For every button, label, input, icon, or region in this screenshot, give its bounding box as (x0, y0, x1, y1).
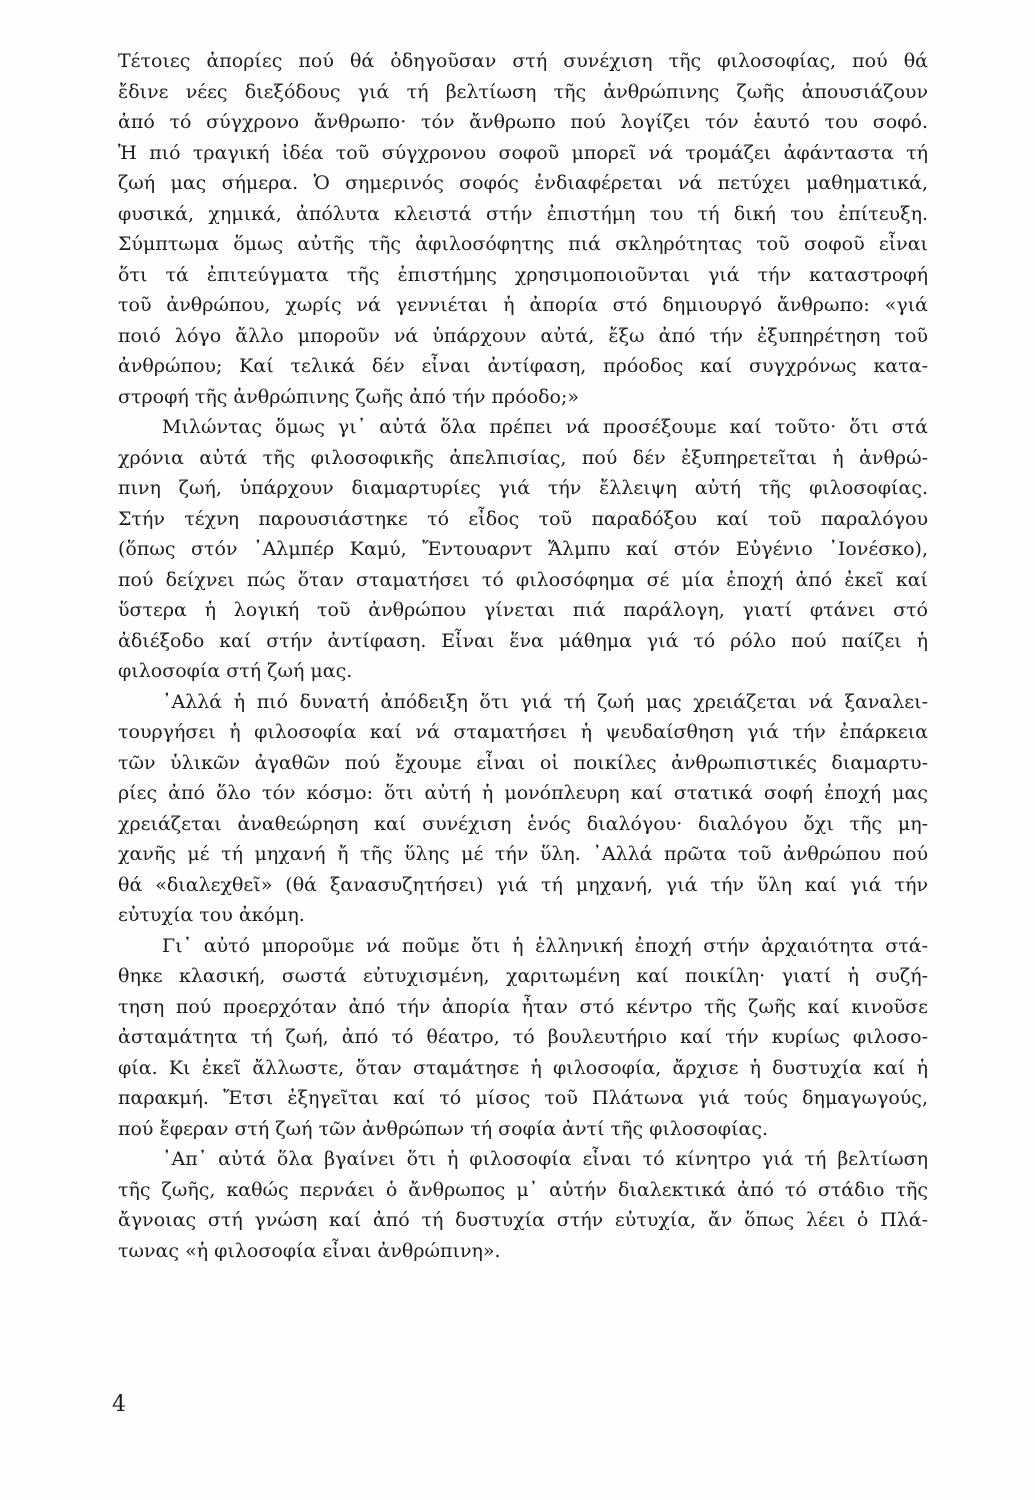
text-line: ὕστερα ἡ λογική τοῦ ἀνθρώπου γίνεται πιά παράλογη, γιατί φτάνει στό (118, 599, 928, 621)
text-line: ᾿Απ᾿ αὐτά ὅλα βγαίνει ὅτι ἡ φιλοσοφία εἶναι τό κίνητρο γιά τή βελτίωση (162, 1148, 928, 1170)
paragraph-2 (118, 412, 928, 687)
text-line: Τέτοιες ἀπορίες πού θά ὁδηγοῦσαν στή συνέχιση τῆς φιλοσοφίας, πού θά (118, 50, 928, 72)
text-line: θηκε κλασική, σωστά εὐτυχισμένη, χαριτωμένη καί ποικίλη· γιατί ἡ συζή- (118, 965, 928, 987)
text-line: ὅτι τά ἐπιτεύγματα τῆς ἐπιστήμης χρησιμοποιοῦνται γιά τήν καταστροφή (118, 263, 928, 286)
text-line: Μιλώντας ὅμως γι᾿ αὐτά ὅλα πρέπει νά προσέξουμε καί τοῦτο· ὅτι στά (162, 416, 928, 438)
text-line: χρόνια αὐτά τῆς φιλοσοφικῆς ἀπελπισίας, πού δέν ἐξυπηρετεῖται ἡ ἀνθρώ- (118, 446, 928, 469)
paragraph-4 (118, 931, 928, 1145)
text-line: ἀπό τό σύγχρονο ἄνθρωπο· τόν ἄνθρωπο πού λογίζει τόν ἑαυτό του σοφό. (118, 111, 928, 133)
text-line: ζωή μας σήμερα. Ὁ σημερινός σοφός ἐνδιαφέρεται νά πετύχει μαθηματικά, (118, 172, 928, 194)
text-line: εὐτυχία του ἀκόμη. (118, 904, 305, 926)
text-line: ἔδινε νέες διεξόδους γιά τή βελτίωση τῆς ἀνθρώπινης ζωῆς ἀπουσιάζουν (118, 80, 928, 103)
text-line: ἀδιέξοδο καί στήν ἀντίφαση. Εἶναι ἕνα μάθημα γιά τό ρόλο πού παίζει ἡ (118, 629, 928, 652)
page-number: 4 (112, 1392, 126, 1417)
text-line: Ἡ πιό τραγική ἰδέα τοῦ σύγχρονου σοφοῦ μπορεῖ νά τρομάζει ἀφάνταστα τή (118, 141, 928, 164)
body-text (118, 46, 928, 1266)
text-line: φιλοσοφία στή ζωή μας. (118, 660, 353, 682)
text-line: τοῦ ἀνθρώπου, χωρίς νά γεννιέται ἡ ἀπορία στό δημιουργό ἄνθρωπο: «γιά (118, 294, 928, 316)
paragraph-3 (118, 687, 928, 931)
text-line: φία. Κι ἐκεῖ ἄλλωστε, ὅταν σταμάτησε ἡ φιλοσοφία, ἄρχισε ἡ δυστυχία καί ἡ (118, 1056, 928, 1079)
text-line: τουργήσει ἡ φιλοσοφία καί νά σταματήσει ἡ ψευδαίσθηση γιά τήν ἐπάρκεια (118, 721, 928, 743)
text-line: ρίες ἀπό ὅλο τόν κόσμο: ὅτι αὐτή ἡ μονόπλευρη καί στατικά σοφή ἐποχή μας (118, 782, 928, 804)
text-line: ἀνθρώπου; Καί τελικά δέν εἶναι ἀντίφαση, πρόοδος καί συγχρόνως κατα- (118, 355, 928, 377)
text-line: ἄγνοιας στή γνώση καί ἀπό τή δυστυχία στήν εὐτυχία, ἄν ὅπως λέει ὁ Πλά- (118, 1209, 928, 1231)
text-line: στροφή τῆς ἀνθρώπινης ζωῆς ἀπό τήν πρόοδο;» (118, 385, 580, 408)
text-line: Στήν τέχνη παρουσιάστηκε τό εἶδος τοῦ παραδόξου καί τοῦ παραλόγου (118, 507, 928, 530)
text-line: φυσικά, χημικά, ἀπόλυτα κλειστά στήν ἐπιστήμη του τή δική του ἐπίτευξη. (118, 202, 928, 225)
text-line: πού ἔφεραν στή ζωή τῶν ἀνθρώπων τή σοφία ἀντί τῆς φιλοσοφίας. (118, 1117, 769, 1140)
paragraph-1 (118, 46, 928, 412)
text-line: τηση πού προερχόταν ἀπό τήν ἀπορία ἦταν στό κέντρο τῆς ζωῆς καί κινοῦσε (118, 995, 928, 1018)
text-line: παρακμή. Ἔτσι ἐξηγεῖται καί τό μίσος τοῦ Πλάτωνα γιά τούς δημαγωγούς, (118, 1087, 928, 1109)
text-line: (ὅπως στόν ᾿Αλμπέρ Καμύ, Ἔντουαρντ Ἄλμπυ καί στόν Εὐγένιο ᾿Ιονέσκο), (118, 538, 928, 560)
text-line: χανῆς μέ τή μηχανή ἤ τῆς ὕλης μέ τήν ὕλη. ᾿Αλλά πρῶτα τοῦ ἀνθρώπου πού (118, 843, 928, 865)
text-line: τωνας «ἡ φιλοσοφία εἶναι ἀνθρώπινη». (118, 1239, 501, 1262)
text-line: χρειάζεται ἀναθεώρηση καί συνέχιση ἑνός διαλόγου· διαλόγου ὄχι τῆς μη- (118, 812, 928, 835)
text-line: θά «διαλεχθεῖ» (θά ξανασυζητήσει) γιά τή μηχανή, γιά τήν ὕλη καί γιά τήν (118, 873, 928, 896)
text-line: πού δείχνει πώς ὅταν σταματήσει τό φιλοσόφημα σέ μία ἐποχή ἀπό ἐκεῖ καί (118, 568, 928, 591)
text-line: τῶν ὑλικῶν ἀγαθῶν πού ἔχουμε εἶναι οἱ ποικίλες ἀνθρωπιστικές διαμαρτυ- (118, 751, 928, 774)
text-line: Γι᾿ αὐτό μποροῦμε νά ποῦμε ὅτι ἡ ἑλληνική ἐποχή στήν ἀρχαιότητα στά- (162, 934, 928, 957)
paragraph-5 (118, 1144, 928, 1266)
text-line: ποιό λόγο ἄλλο μποροῦν νά ὑπάρχουν αὐτά, ἔξω ἀπό τήν ἐξυπηρέτηση τοῦ (118, 324, 928, 347)
text-line: Σύμπτωμα ὅμως αὐτῆς τῆς ἀφιλοσόφητης πιά σκληρότητας τοῦ σοφοῦ εἶναι (118, 233, 928, 255)
text-line: ἀσταμάτητα τή ζωή, ἀπό τό θέατρο, τό βουλευτήριο καί τήν κυρίως φιλοσο- (118, 1026, 928, 1048)
text-line: πινη ζωή, ὑπάρχουν διαμαρτυρίες γιά τήν ἔλλειψη αὐτή τῆς φιλοσοφίας. (118, 477, 928, 499)
text-line: τῆς ζωῆς, καθώς περνάει ὁ ἄνθρωπος μ᾿ αὐτήν διαλεκτικά ἀπό τό στάδιο τῆς (118, 1178, 928, 1201)
text-line: ᾿Αλλά ἡ πιό δυνατή ἀπόδειξη ὅτι γιά τή ζωή μας χρειάζεται νά ξαναλει- (162, 690, 928, 713)
